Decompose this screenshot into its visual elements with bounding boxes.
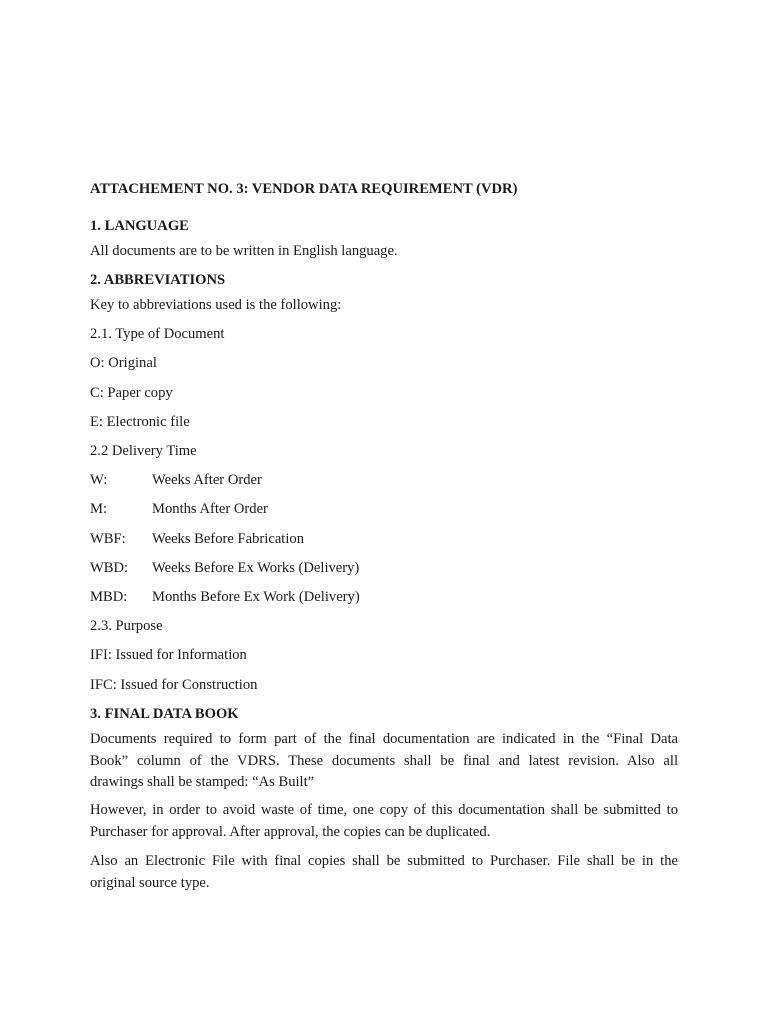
subheading-type-of-document: 2.1. Type of Document (90, 326, 225, 342)
final-data-book-paragraph-3 (90, 851, 678, 894)
type-item-original: O: Original (90, 355, 157, 371)
purpose-item-ifc: IFC: Issued for Construction (90, 677, 258, 693)
section-heading-abbreviations: 2. ABBREVIATIONS (90, 272, 226, 288)
delivery-code-wbf: WBF: (90, 531, 126, 547)
paragraph-line: Book” column of the VDRS. These documents shall be final and latest revision. Also all (90, 752, 678, 769)
type-item-paper-copy: C: Paper copy (90, 385, 173, 401)
paragraph-line: Purchaser for approval. After approval, the copies can be duplicated. (90, 823, 491, 840)
delivery-desc-mbd: Months Before Ex Work (Delivery) (152, 589, 360, 605)
delivery-code-m: M: (90, 501, 108, 517)
delivery-code-mbd: MBD: (90, 589, 128, 605)
delivery-desc-m: Months After Order (152, 501, 268, 517)
paragraph-line: However, in order to avoid waste of time, one copy of this documentation shall be submitted to (90, 802, 678, 818)
purpose-item-ifi: IFI: Issued for Information (90, 647, 247, 663)
language-text: All documents are to be written in English language. (90, 243, 398, 259)
delivery-code-w: W: (90, 472, 108, 488)
paragraph-line: drawings shall be stamped: “As Built” (90, 774, 315, 790)
delivery-desc-wbd: Weeks Before Ex Works (Delivery) (152, 560, 360, 576)
section-heading-final-data-book: 3. FINAL DATA BOOK (90, 706, 239, 722)
final-data-book-paragraph-1 (90, 729, 678, 794)
paragraph-line: original source type. (90, 874, 210, 891)
final-data-book-paragraph-2 (90, 800, 678, 843)
paragraph-line: Documents required to form part of the final documentation are indicated in the “Final Data (90, 731, 678, 747)
delivery-desc-wbf: Weeks Before Fabrication (152, 531, 305, 547)
delivery-desc-w: Weeks After Order (152, 472, 262, 488)
delivery-code-wbd: WBD: (90, 560, 129, 576)
abbreviations-intro: Key to abbreviations used is the following: (90, 297, 342, 313)
type-item-electronic-file: E: Electronic file (90, 414, 190, 430)
paragraph-line: Also an Electronic File with final copies shall be submitted to Purchaser. File shall be in the (90, 853, 678, 869)
document-title: ATTACHEMENT NO. 3: VENDOR DATA REQUIREMENT (VDR) (90, 181, 518, 197)
subheading-delivery-time: 2.2 Delivery Time (90, 443, 197, 459)
subheading-purpose: 2.3. Purpose (90, 618, 163, 634)
section-heading-language: 1. LANGUAGE (90, 218, 189, 234)
